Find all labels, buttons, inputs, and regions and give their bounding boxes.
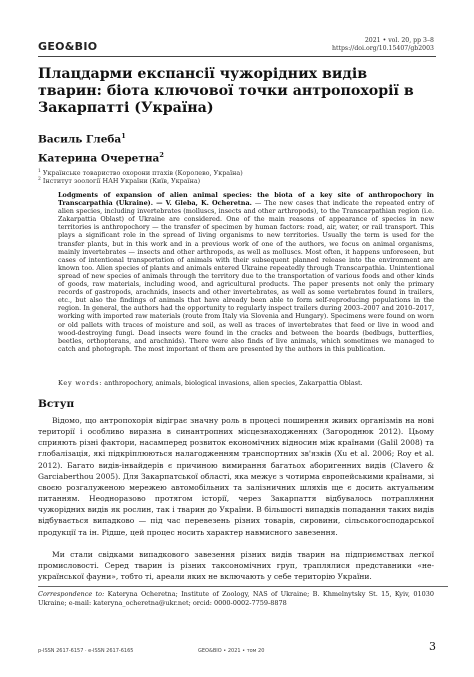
doi-link[interactable]: https://doi.org/10.15407/gb2003: [332, 45, 434, 52]
affiliation-text: Українське товариство охорони птахів (Королево, Україна): [42, 169, 243, 178]
author-affiliation-mark: 2: [159, 151, 164, 159]
intro-paragraph-2: Ми стали свідками випадкового завезення різних видів тварин на підприємствах легкої промисловості. Серед тварин із різних таксономічних груп, траплялися представники «не-української фауни», тобто ті, ареали яких не включають у себе територію України.: [38, 550, 434, 582]
footnote-divider: [38, 586, 448, 587]
author-name: Катерина Очеретна: [38, 152, 160, 165]
correspondence-note: [38, 590, 434, 607]
abstract: [58, 191, 434, 353]
correspondence-label: Correspondence to:: [38, 590, 105, 598]
citation-line: 2021 • vol. 20, pp 3–8: [364, 37, 434, 44]
header-citation: [332, 37, 434, 53]
author-name: Василь Глеба: [38, 133, 122, 146]
footer-issn: p-ISSN 2617-6157 · e-ISSN 2617-6165: [38, 648, 134, 654]
author-1: [38, 132, 126, 146]
journal-logo: GEO&BIO: [38, 40, 98, 53]
header-divider: [38, 56, 436, 57]
footer-journal-year: GEO&BIO • 2021 • том 20: [198, 648, 265, 654]
affiliation-mark: 2: [38, 177, 41, 182]
abstract-text: — The new cases that indicate the repeated entry of alien species, including invertebrates (molluscs, insects and other arthropods), to the Transcarpathian region (i.e. Zakarpattia Oblast) of Ukraine are considered. One of the main reasons of appearance of species in new territories is anthropochory — the transfer of specimen by human factors: road, air, water, or rail transport. This plays a significant role in the spread of living organisms to new territories. Usually the term is used for the transfer plants, but in this work and in a previous work of one of the authors, we focus on animal organisms, mainly invertebrates — insects and other arthropods, as well as molluscs. Most often, it happens unforeseen, but cases of intentional transportation of animals with their subsequent planned release into the environment are known too. Alien species of plants and animals entered Ukraine repeatedly through Transcarpathia. Unintentional spread of new species of animals through the territory due to the transportation of various foods and other kinds of goods, raw materials, including wood, and agricultural products. The paper presents not only the primary records of gastropods, arachnids, insects and other invertebrates, as well as some vertebrates found in trailers, etc., but also the findings of animals that have already been able to form self-reproducing populations in the region. In general, the authors had the opportunity to regularly inspect trailers during 2003–2007 and 2010–2017, working with imported raw materials (route from Italy via Slovenia and Hungary). Specimens were found on worn or old pallets with traces of moisture and soil, as well as traces of invertebrates that feed or live in wood and wood-destroying fungi. Dead insects were found in the cracks and between the boards (bedbugs, butterflies, beetles, orthopterans, and arachnids). There were also finds of live animals, which sometimes we managed to catch and photograph. The most important of them are presented by the authors in this publication.: [58, 199, 434, 353]
keywords-list: anthropochory, animals, biological invasions, alien species, Zakarpattia Oblast.: [104, 379, 363, 387]
correspondence-text: Kateryna Ocheretna; Institute of Zoology, NAS of Ukraine; B. Khmelnytsky St. 15, Kyiv, 01030 Ukraine; e-mail: kateryna_ocheretna@ukr.net; orcid: 0000-0002-7759-8878: [38, 590, 434, 607]
affiliation-text: Інститут зоології НАН України (Київ, Україна): [42, 177, 201, 186]
affiliation-mark: 1: [38, 169, 41, 174]
intro-paragraph-1: Відомо, що антропохорія відіграє значну роль в процесі поширення живих організмів на нові території і особливо виразна в синантропних місцезнаходженнях (Загороднюк 2012). Цьому сприяють різні фактори, насамперед розвиток економічних відносин між країнами (Galil 2008) та глобалізація, які підкріплюються налагодженням транспортних зв'язків (Xu et al. 2006; Roy et al. 2012). Багато видів-інвайдерів є причиною вимирання багатьох аборигенних видів (Clavero & Garciaberthou 2005). Для Закарпатської області, яка межує з чотирма європейськими країнами, зі своєю розгалуженою мережею автомобільних та залізничних шляхів ще є досить актуальним питанням. Неодноразово протягом історії, через Закарпаття відбувалось потрапляння чужорідних видів як рослин, так і тварин до України. В більшості випадків попадання таких видів відбувається випадково — під час перевезень різних товарів, сировини, сільськогосподарської продукції та ін. Рідше, цей процес носить характер навмисного завезення.: [38, 416, 434, 537]
author-affiliation-mark: 1: [121, 132, 126, 140]
keywords-label: Key words:: [58, 379, 103, 387]
affiliation-2: [38, 176, 200, 185]
article-title: Плацдарми експансії чужорідних видів тварин: біота ключової точки антропохорії в Закарпатті (Україна): [38, 66, 414, 116]
section-heading-intro: Вступ: [38, 398, 75, 410]
abstract-title: Lodgments of expansion of alien animal species: the biota of a key site of anthropochory in Transcarpathia (Ukraine). — V. Gleba, K. Ocheretna.: [58, 191, 434, 208]
page-number: 3: [429, 640, 436, 653]
keywords: [58, 379, 434, 387]
author-2: [38, 151, 164, 165]
